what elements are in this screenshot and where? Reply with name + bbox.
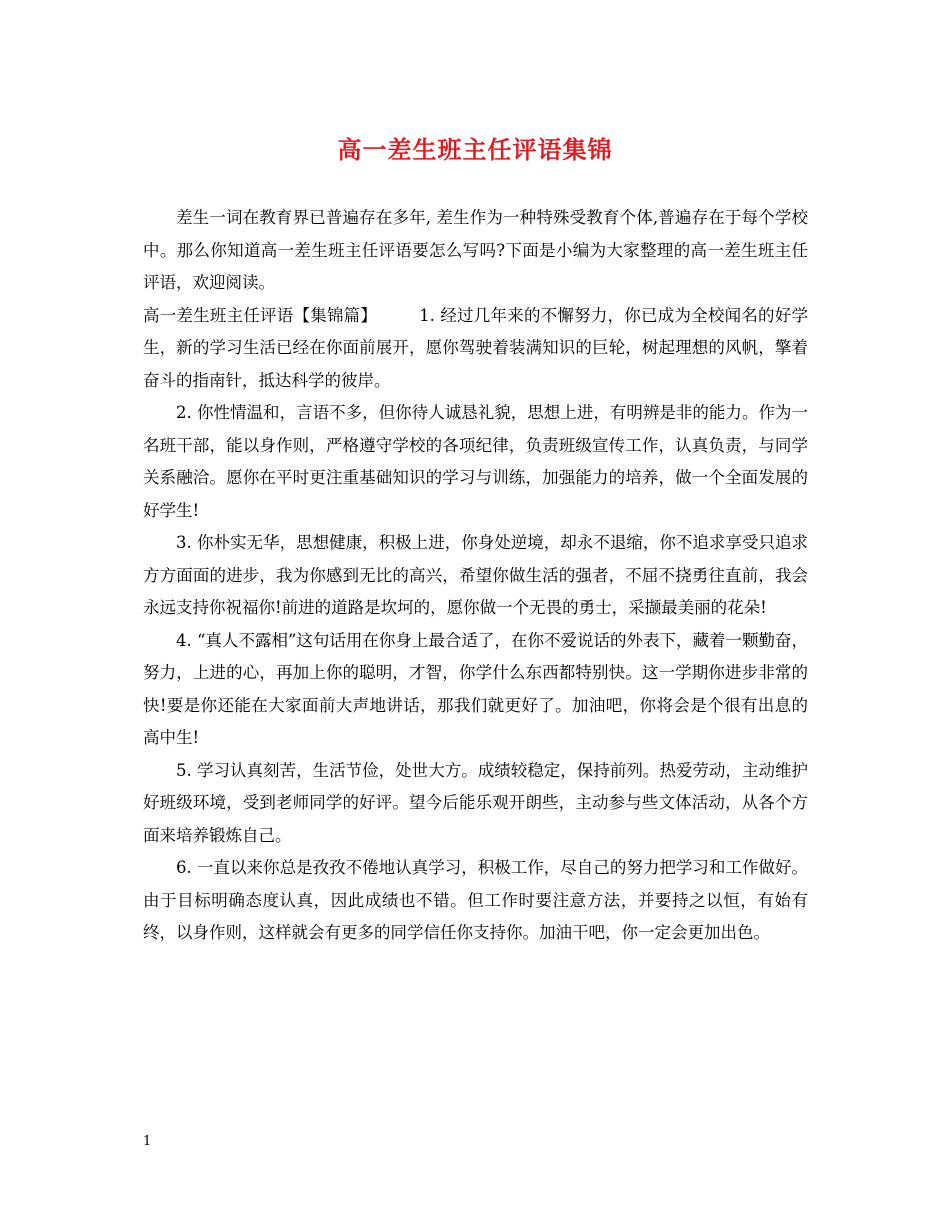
page-title: 高一差生班主任评语集锦 — [337, 135, 613, 164]
comment-paragraph-4: 4. “真人不露相”这句话用在你身上最合适了，在你不爱说话的外表下，藏着一颗勤奋，努力，上进的心，再加上你的聪明，才智，你学什么东西都特别快。这一学期你进步非常的快!要是你还能在大家面前大声地讲话，那我们就更好了。加油吧，你将会是个很有出息的高中生! — [143, 630, 808, 747]
section-heading: 高一差生班主任评语【集锦篇】 — [143, 305, 378, 325]
comment-paragraph-1 — [143, 300, 808, 398]
document-body — [143, 202, 808, 950]
page-number: 1 — [143, 1134, 152, 1149]
comment-paragraph-2: 2. 你性情温和，言语不多，但你待人诚恳礼貌，思想上进，有明辨是非的能力。作为一名班干部，能以身作则，严格遵守学校的各项纪律，负责班级宣传工作，认真负责，与同学关系融洽。愿你在平时更注重基础知识的学习与训练，加强能力的培养，做一个全面发展的好学生! — [143, 403, 808, 520]
comment-paragraph-5: 5. 学习认真刻苦，生活节俭，处世大方。成绩较稳定，保持前列。热爱劳动，主动维护好班级环境，受到老师同学的好评。望今后能乐观开朗些，主动参与些文体活动，从各个方面来培养锻炼自己。 — [143, 760, 808, 845]
intro-paragraph: 差生一词在教育界已普遍存在多年, 差生作为一种特殊受教育个体,普遍存在于每个学校中。那么你知道高一差生班主任评语要怎么写吗?下面是小编为大家整理的高一差生班主任评语，欢迎阅读。 — [143, 208, 808, 292]
comment-paragraph-6: 6. 一直以来你总是孜孜不倦地认真学习，积极工作，尽自己的努力把学习和工作做好。由于目标明确态度认真，因此成绩也不错。但工作时要注意方法，并要持之以恒，有始有终，以身作则，这样就会有更多的同学信任你支持你。加油干吧，你一定会更加出色。 — [143, 858, 808, 942]
comment-1-text: 1. 经过几年来的不懈努力，你已成为全校闻名的好学生，新的学习生活已经在你面前展开，愿你驾驶着装满知识的巨轮，树起理想的风帆，擎着奋斗的指南针，抵达科学的彼岸。 — [143, 305, 809, 390]
comment-paragraph-3: 3. 你朴实无华，思想健康，积极上进，你身处逆境，却永不退缩，你不追求享受只追求方方面面的进步，我为你感到无比的高兴，希望你做生活的强者，不屈不挠勇往直前，我会永远支持你祝福你!前进的道路是坎坷的，愿你做一个无畏的勇士，采撷最美丽的花朵! — [143, 533, 808, 617]
